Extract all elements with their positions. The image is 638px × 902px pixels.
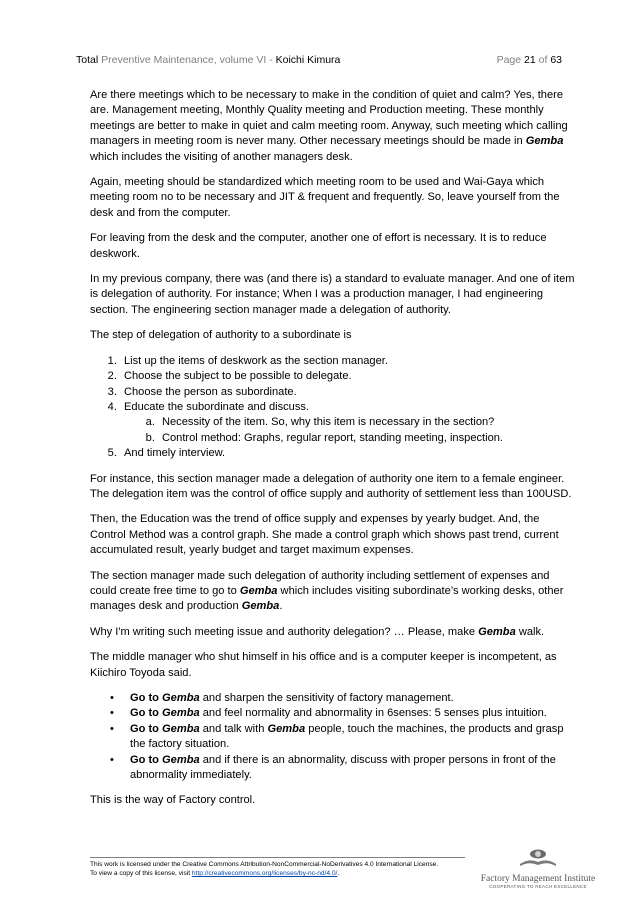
page-total: 63 xyxy=(550,54,562,66)
institute-logo xyxy=(478,848,598,892)
logo-name: Factory Management Institute xyxy=(480,874,596,884)
bullet-icon: • xyxy=(110,692,114,704)
paragraph: This is the way of Factory control. xyxy=(90,794,256,807)
list-item: • Go to Gemba and feel normality and abnormality in 6senses: 5 senses plus intuition. xyxy=(130,706,578,721)
paragraph: For leaving from the desk and the computer, another one of effort is necessary. It is to reduce deskwork. xyxy=(90,232,547,260)
bullet-icon: • xyxy=(110,722,114,735)
paragraph: The middle manager who shut himself in his office and is a computer keeper is incompetent, as Kiichiro Toyoda said. xyxy=(90,651,557,679)
page-number xyxy=(497,54,562,66)
license-line: To view a copy of this license, visit http://creativecommons.org/licenses/by-nc-nd/4.0/. xyxy=(90,870,340,877)
list-item: 3. Choose the person as subordinate. xyxy=(120,385,578,400)
author-name: Koichi Kimura xyxy=(275,54,341,66)
bullet-icon: • xyxy=(110,753,114,766)
list-item: • Go to Gemba and if there is an abnormality, discuss with proper persons in front of the abnormality immediately. xyxy=(110,753,556,782)
gemba-bullet-list xyxy=(90,691,578,783)
license-line: This work is licensed under the Creative Commons Attribution-NonCommercial-NoDerivatives 4.0 International License. xyxy=(90,861,439,868)
list-item: a. Necessity of the item. So, why this item is necessary in the section? xyxy=(158,415,578,430)
paragraph: Why I'm writing such meeting issue and authority delegation? … Please, make Gemba walk. xyxy=(90,625,545,638)
paragraph: Then, the Education was the trend of office supply and expenses by yearly budget. And, the Control Method was a control graph. She made a control graph which shows past trend, current accumulated result, yearly budget and target maximum expenses. xyxy=(90,513,559,557)
document-title xyxy=(76,54,340,66)
delegation-steps-list xyxy=(90,354,578,462)
page-header xyxy=(76,54,562,66)
list-item: b. Control method: Graphs, regular report, standing meeting, inspection. xyxy=(158,431,578,446)
list-item: 5. And timely interview. xyxy=(120,446,578,461)
bullet-icon: • xyxy=(110,707,114,720)
list-item: 1. List up the items of deskwork as the section manager. xyxy=(120,354,578,369)
book-eye-icon xyxy=(517,848,559,868)
footer-divider xyxy=(90,857,465,858)
logo-tagline: COOPERATING TO REACH EXCELLENCE xyxy=(489,884,587,889)
paragraph: Are there meetings which to be necessary to make in the condition of quiet and calm? Yes, there are. Management meeting, Monthly Quality meeting and Production meeting. These monthly meetings are better to make in quiet and calm meeting room. Anyway, such meeting which calling managers in meeting room is never many. Other necessary meetings should be made in Gemba which includes the visiting of another managers desk. xyxy=(90,89,568,163)
page-of: of xyxy=(535,54,551,66)
paragraph: The step of delegation of authority to a subordinate is xyxy=(90,329,352,342)
paragraph: In my previous company, there was (and there is) a standard to evaluate manager. And one of item is delegation of authority. For instance; When I was a production manager, I had engineering section. The engineering section manager made a delegation of authority. xyxy=(90,273,575,316)
list-item: 2. Choose the subject to be possible to delegate. xyxy=(120,369,578,384)
page-content xyxy=(90,88,578,819)
page-current: 21 xyxy=(524,54,536,66)
sub-steps-list xyxy=(124,415,578,446)
title-prefix: Total xyxy=(76,54,99,66)
license-link[interactable]: http://creativecommons.org/licenses/by-nc-nd/4.0/ xyxy=(191,870,338,877)
paragraph: For instance, this section manager made a delegation of authority one item to a female engineer. The delegation item was the control of office supply and authority of settlement less than 100USD. xyxy=(90,472,572,500)
list-item: • Go to Gemba and sharpen the sensitivity of factory management. xyxy=(130,691,578,706)
list-item: 4. Educate the subordinate and discuss. a. Necessity of the item. So, why this item is necessary in the section? b. Control method: Graphs, regular report, standing meeting, inspection. xyxy=(120,400,578,446)
paragraph: The section manager made such delegation of authority including settlement of expenses and could create free time to go to Gemba which includes visiting subordinate’s working desks, other manages desk and production Gemba. xyxy=(90,569,564,613)
paragraph: Again, meeting should be standardized which meeting room to be used and Wai-Gaya which meeting room no to be necessary and JIT & frequent and frequently. So, leave yourself from the desk and from the computer. xyxy=(90,176,560,219)
license-footer xyxy=(90,860,438,878)
title-rest: Preventive Maintenance, volume VI - xyxy=(98,54,276,66)
page-word: Page xyxy=(496,54,525,66)
list-item: • Go to Gemba and talk with Gemba people, touch the machines, the products and grasp the factory situation. xyxy=(110,722,564,751)
